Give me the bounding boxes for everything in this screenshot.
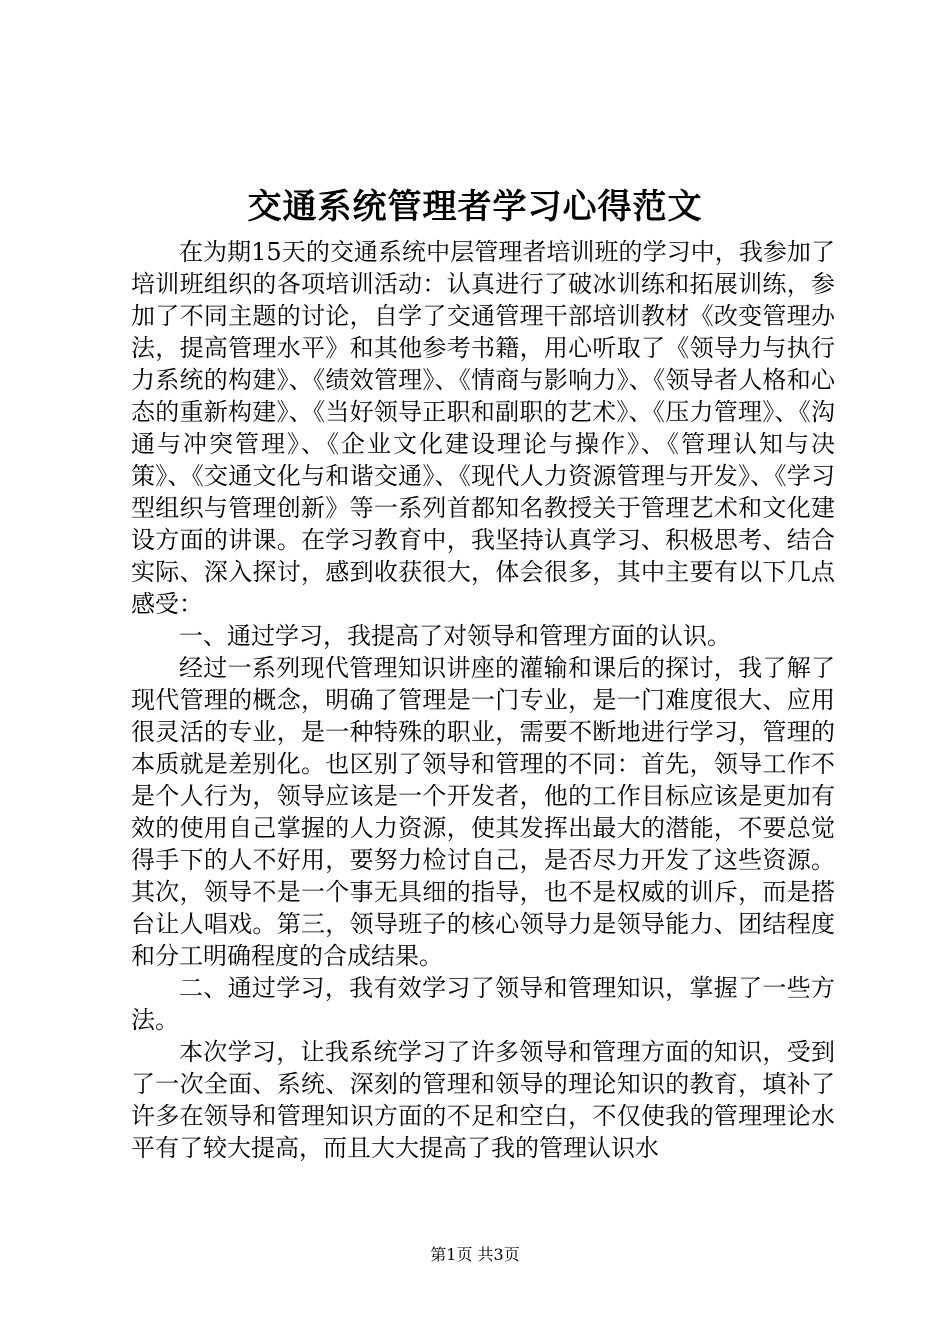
section-heading-2: 二、通过学习，我有效学习了领导和管理知识，掌握了一些方法。: [131, 974, 835, 1034]
page-number-footer: 第1页 共3页: [430, 1245, 520, 1264]
paragraph-intro: 在为期15天的交通系统中层管理者培训班的学习中，我参加了培训班组织的各项培训活动：认真进行了破冰训练和拓展训练，参加了不同主题的讨论，自学了交通管理干部培训教材《改变管理办法，提高管理水平》和其他参考书籍，用心听取了《领导力与执行力系统的构建》、《绩效管理》、《情商与影响力》、《领导者人格和心态的重新构建》、《当好领导正职和副职的艺术》、《压力管理》、《沟通与冲突管理》、《企业文化建设理论与操作》、《管理认知与决策》、《交通文化与和谐交通》、《现代人力资源管理与开发》、《学习型组织与管理创新》等一系列首都知名教授关于管理艺术和文化建设方面的讲课。在学习教育中，我坚持认真学习、积极思考、结合实际、深入探讨，感到收获很大，体会很多，其中主要有以下几点感受：: [131, 238, 835, 618]
paragraph-section-2: 本次学习，让我系统学习了许多领导和管理方面的知识，受到了一次全面、系统、深刻的管理和领导的理论知识的教育，填补了许多在领导和管理知识方面的不足和空白，不仅使我的管理理论水平有了较大提高，而且大大提高了我的管理认识水: [131, 1038, 835, 1162]
section-heading-1: 一、通过学习，我提高了对领导和管理方面的认识。: [179, 622, 731, 650]
document-body: [131, 236, 835, 1164]
paragraph-section-1: 经过一系列现代管理知识讲座的灌输和课后的探讨，我了解了现代管理的概念，明确了管理是一门专业，是一门难度很大、应用很灵活的专业，是一种特殊的职业，需要不断地进行学习，管理的本质就是差别化。也区别了领导和管理的不同：首先，领导工作不是个人行为，领导应该是一个开发者，他的工作目标应该是更加有效的使用自己掌握的人力资源，使其发挥出最大的潜能，不要总觉得手下的人不好用，要努力检讨自己，是否尽力开发了这些资源。其次，领导不是一个事无具细的指导，也不是权威的训斥，而是搭台让人唱戏。第三，领导班子的核心领导力是领导能力、团结程度和分工明确程度的合成结果。: [131, 654, 835, 970]
document-title: 交通系统管理者学习心得范文: [247, 187, 703, 227]
